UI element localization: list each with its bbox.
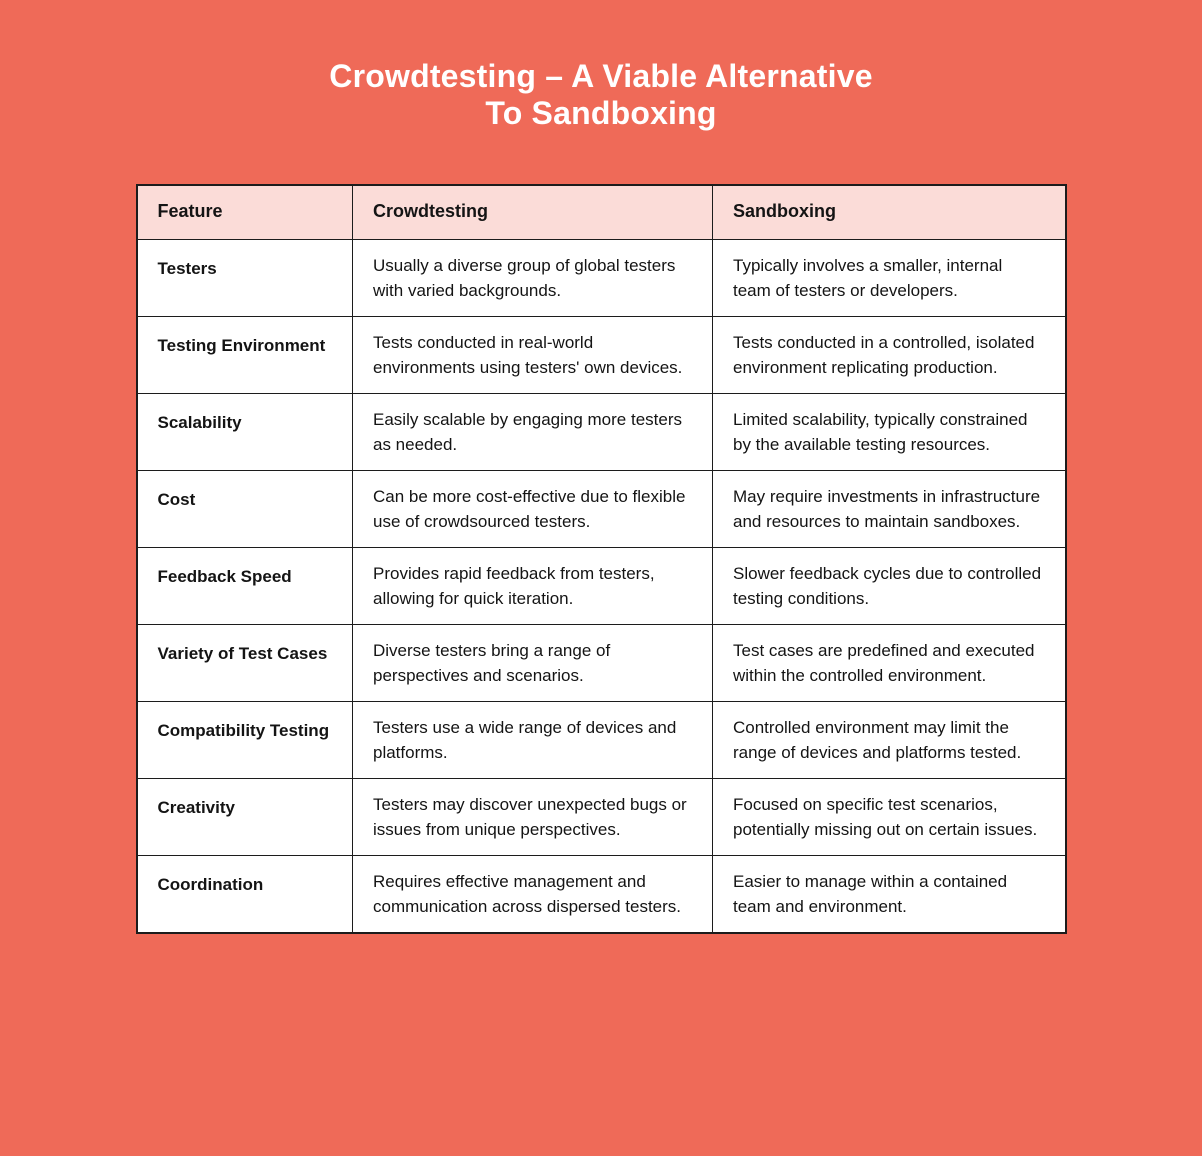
feature-cell: Cost [137, 471, 353, 548]
page-title-line-2: To Sandboxing [485, 95, 717, 131]
table-row [137, 856, 1066, 934]
crowdtesting-cell: Tests conducted in real-world environments using testers' own devices. [353, 317, 713, 394]
sandboxing-cell: Controlled environment may limit the range of devices and platforms tested. [713, 702, 1066, 779]
table-row [137, 471, 1066, 548]
sandboxing-cell: May require investments in infrastructure and resources to maintain sandboxes. [713, 471, 1066, 548]
feature-cell: Feedback Speed [137, 548, 353, 625]
table-row [137, 779, 1066, 856]
crowdtesting-cell: Diverse testers bring a range of perspectives and scenarios. [353, 625, 713, 702]
crowdtesting-cell: Usually a diverse group of global testers with varied backgrounds. [353, 240, 713, 317]
feature-cell: Creativity [137, 779, 353, 856]
table-row [137, 702, 1066, 779]
sandboxing-cell: Easier to manage within a contained team and environment. [713, 856, 1066, 934]
sandboxing-cell: Tests conducted in a controlled, isolated environment replicating production. [713, 317, 1066, 394]
feature-cell: Compatibility Testing [137, 702, 353, 779]
sandboxing-cell: Focused on specific test scenarios, potentially missing out on certain issues. [713, 779, 1066, 856]
crowdtesting-cell: Provides rapid feedback from testers, allowing for quick iteration. [353, 548, 713, 625]
crowdtesting-cell: Testers use a wide range of devices and platforms. [353, 702, 713, 779]
comparison-table [136, 184, 1067, 934]
feature-cell: Variety of Test Cases [137, 625, 353, 702]
crowdtesting-cell: Can be more cost-effective due to flexible use of crowdsourced testers. [353, 471, 713, 548]
sandboxing-cell: Test cases are predefined and executed within the controlled environment. [713, 625, 1066, 702]
page-title [0, 0, 1202, 132]
feature-cell: Coordination [137, 856, 353, 934]
header-cell-sandboxing: Sandboxing [713, 185, 1066, 240]
table-row [137, 317, 1066, 394]
header-cell-feature: Feature [137, 185, 353, 240]
crowdtesting-cell: Testers may discover unexpected bugs or issues from unique perspectives. [353, 779, 713, 856]
feature-cell: Testers [137, 240, 353, 317]
page-title-line-1: Crowdtesting – A Viable Alternative [329, 58, 873, 94]
crowdtesting-cell: Requires effective management and communication across dispersed testers. [353, 856, 713, 934]
sandboxing-cell: Slower feedback cycles due to controlled testing conditions. [713, 548, 1066, 625]
header-cell-crowdtesting: Crowdtesting [353, 185, 713, 240]
table-row [137, 548, 1066, 625]
sandboxing-cell: Typically involves a smaller, internal team of testers or developers. [713, 240, 1066, 317]
table-header-row [137, 185, 1066, 240]
feature-cell: Scalability [137, 394, 353, 471]
crowdtesting-cell: Easily scalable by engaging more testers as needed. [353, 394, 713, 471]
feature-cell: Testing Environment [137, 317, 353, 394]
table-row [137, 240, 1066, 317]
table-row [137, 625, 1066, 702]
sandboxing-cell: Limited scalability, typically constrained by the available testing resources. [713, 394, 1066, 471]
table-row [137, 394, 1066, 471]
